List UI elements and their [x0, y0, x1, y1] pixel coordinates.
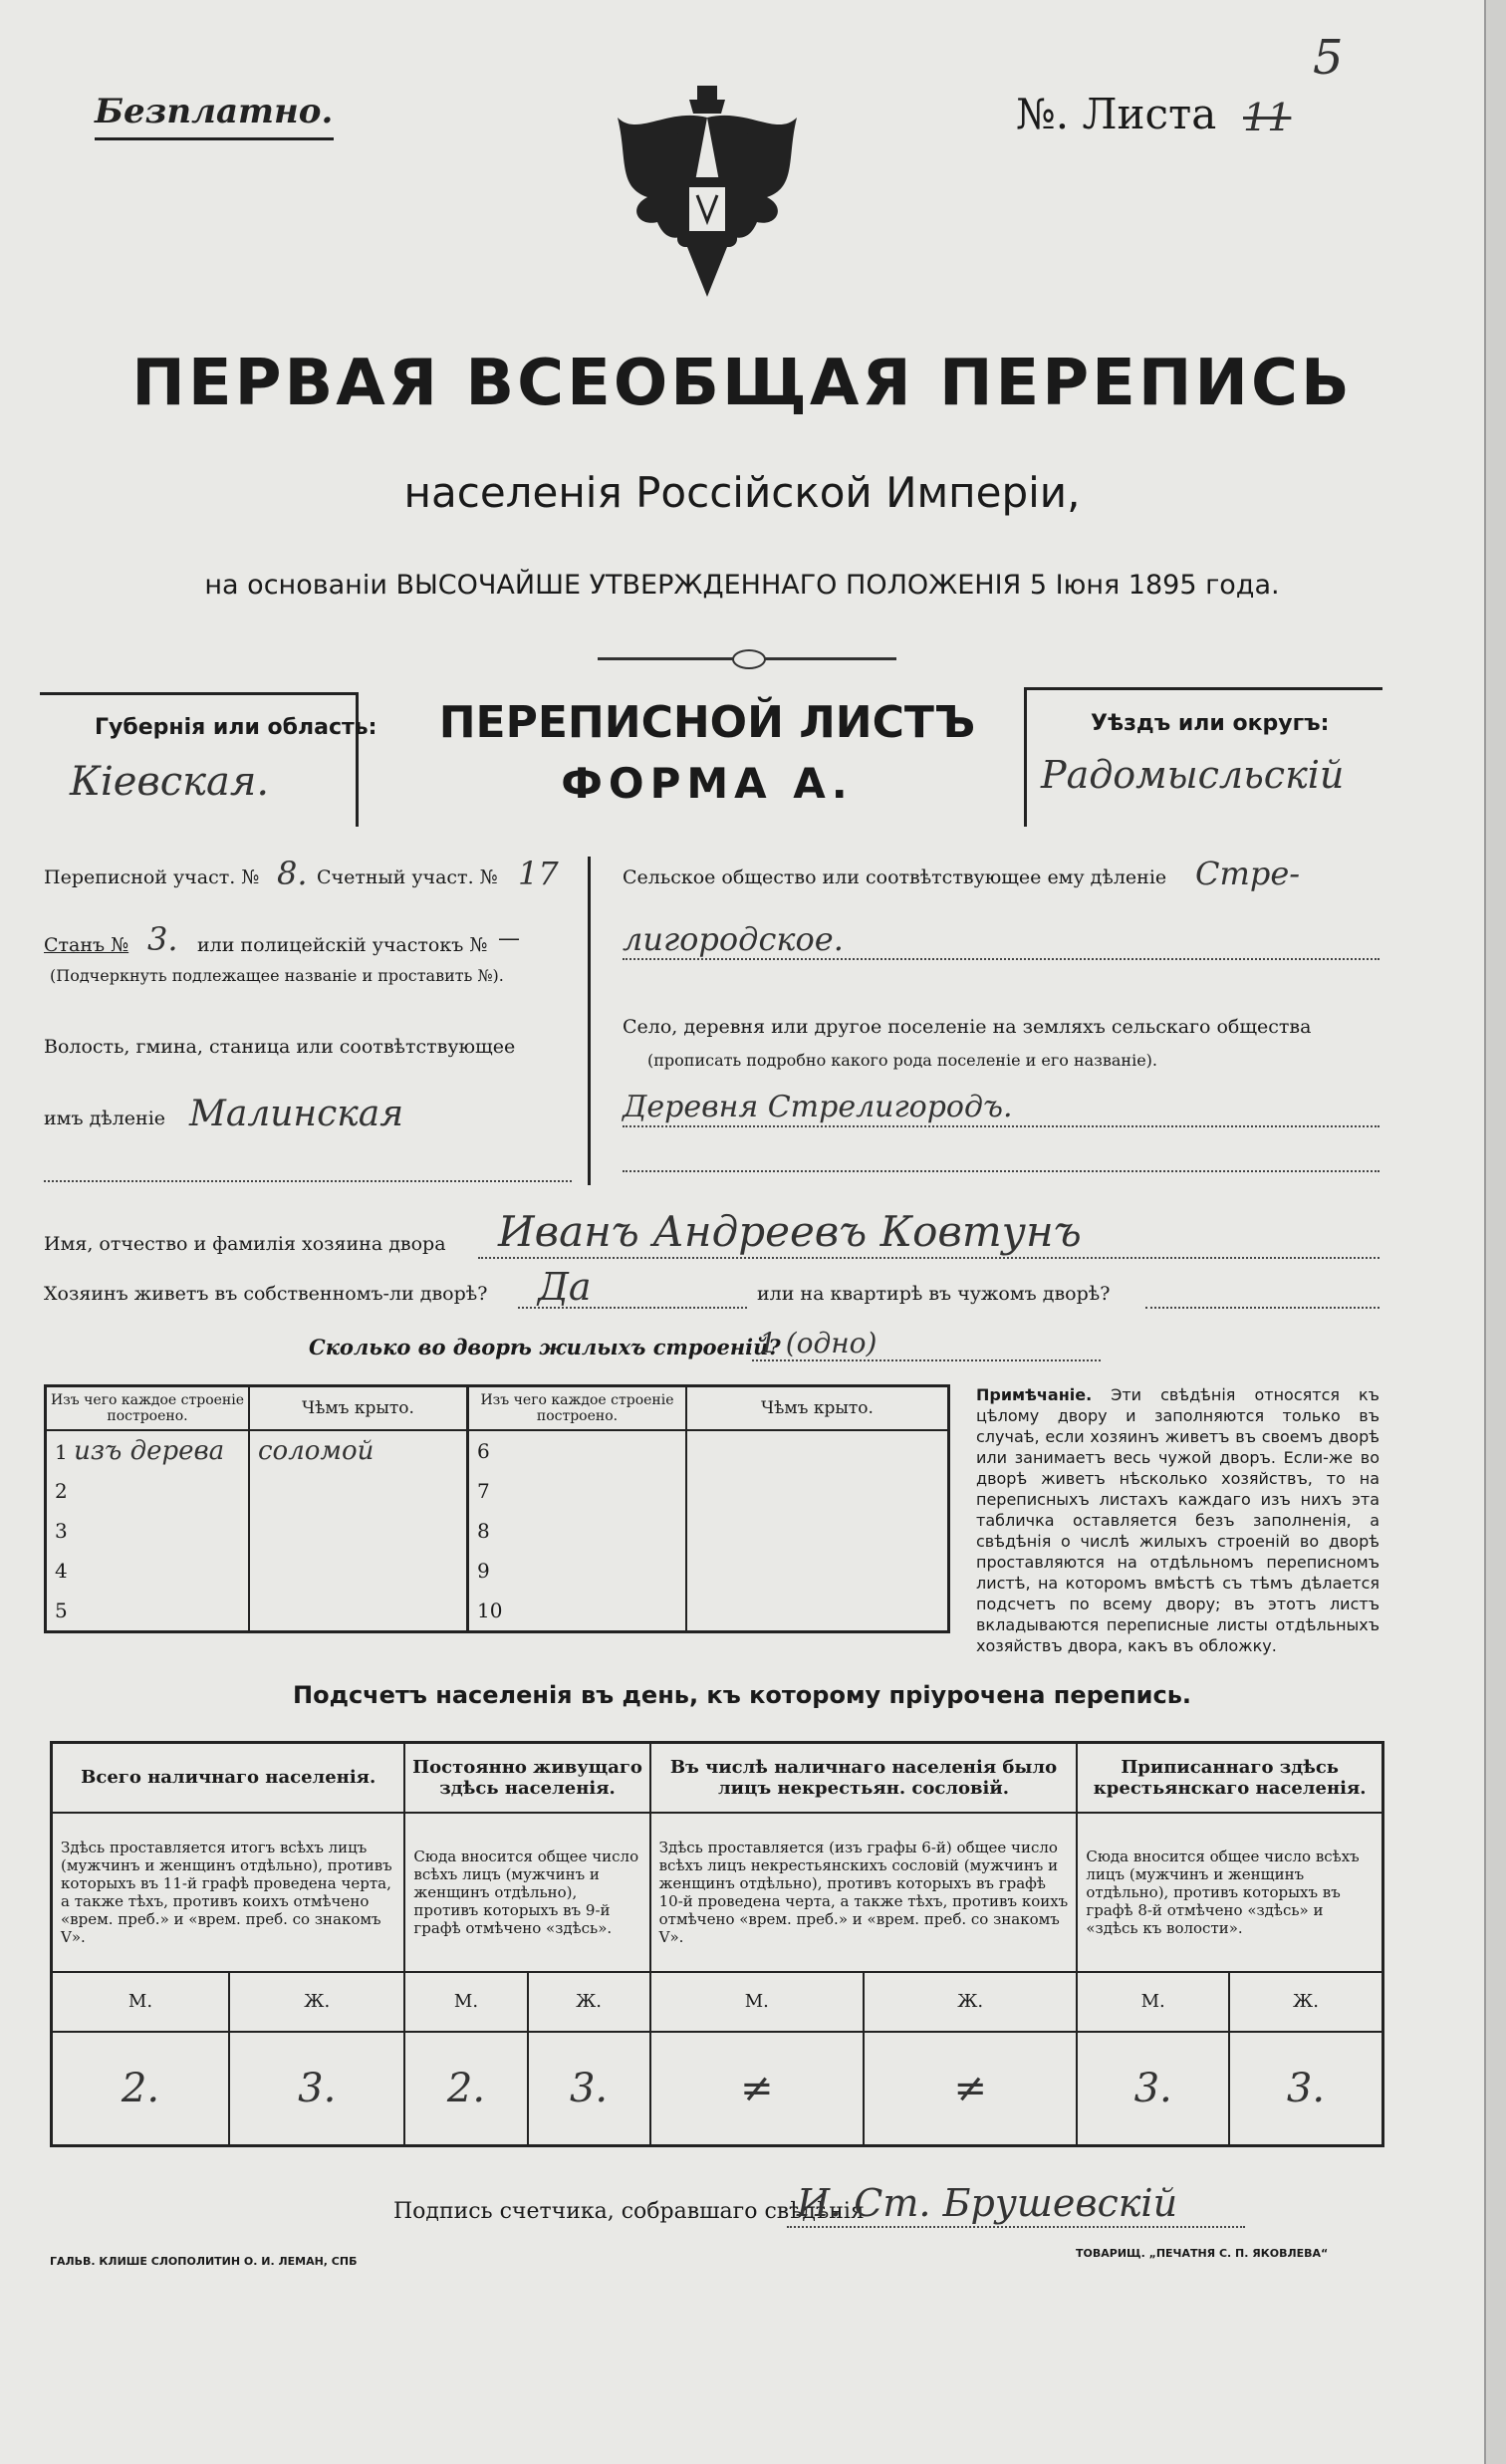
col-material-left: Изъ чего каждое строеніе построено. [46, 1386, 250, 1431]
col-material-right: Изъ чего каждое строеніе построено. [468, 1386, 687, 1431]
f-header: Ж. [1229, 1972, 1383, 2032]
legal-basis: на основаніи ВЫСОЧАЙШЕ УТВЕРЖДЕННАГО ПОЛОЖЕНІЯ 5 Іюня 1895 года. [204, 570, 1280, 601]
material-value: изъ дерева [74, 1436, 225, 1466]
table-row [46, 1551, 949, 1591]
document-title: ПЕРВАЯ ВСЕОБЩАЯ ПЕРЕПИСЬ [131, 347, 1353, 420]
row-number: 2 [46, 1471, 250, 1511]
free-label: Безплатно. [95, 92, 334, 131]
signature-value: И. Ст. Брушевскій [797, 2181, 1178, 2225]
field-divider [588, 857, 591, 1185]
tally-head-nonpeasant: Въ числѣ наличнаго населенія было лицъ некрестьян. сословій. [650, 1743, 1078, 1813]
footer-right: ТОВАРИЩ. „ПЕЧАТНЯ С. П. ЯКОВЛЕВА“ [1076, 2247, 1329, 2260]
tally-desc-total: Здѣсь проставляется итогъ всѣхъ лицъ (мужчинъ и женщинъ отдѣльно), противъ которыхъ въ 11-й графѣ проведена черта, а также тѣхъ, противъ коихъ отмѣчено «врем. преб.» и «врем. преб. со знакомъ V». [52, 1813, 405, 1972]
volost-label-2: имъ дѣленіе [44, 1108, 166, 1129]
note-title: Примѣчаніе. [976, 1385, 1093, 1404]
form-title: ПЕРЕПИСНОЙ ЛИСТЪ [438, 697, 976, 748]
owner-name-line [478, 1257, 1380, 1259]
row-number: 7 [468, 1471, 687, 1511]
owner-name-value: Иванъ Андреевъ Ковтунъ [498, 1207, 1082, 1256]
buildings-table [44, 1384, 950, 1633]
imperial-eagle-icon [598, 78, 817, 317]
row-number: 1 [55, 1440, 68, 1464]
own-yard-value: Да [538, 1265, 592, 1309]
f-header: Ж. [864, 1972, 1077, 2032]
peasant-f: 3. [1229, 2032, 1383, 2146]
signature-label: Подпись счетчика, собравшаго свѣдѣнія [393, 2199, 865, 2224]
uchast-label: Переписной участ. № [44, 866, 260, 888]
volost-extra-line [44, 1180, 572, 1182]
tally-title: Подсчетъ населенія въ день, къ которому пріурочена перепись. [293, 1681, 1191, 1709]
buildings-label: Сколько во дворѣ жилыхъ строеній? [309, 1335, 781, 1359]
f-header: Ж. [229, 1972, 404, 2032]
note-body: Эти свѣдѣнія относятся къ цѣлому двору и заполняются только въ случаѣ, если хозяинъ живетъ въ своемъ дворѣ или занимаетъ весь чужой дворъ. Если-же во дворѣ живетъ нѣсколько хозяйствъ, то на переписныхъ листахъ каждаго изъ нихъ эта табличка оставляется безъ заполненія, а свѣдѣнія о числѣ жилыхъ строеній во дворѣ проставляются на отдѣльномъ переписномъ листѣ, на которомъ вмѣстѣ съ тѣмъ дѣлается подсчетъ по всему двору; въ этотъ листъ вкладываются переписные листы отдѣльныхъ хозяйствъ двора, какъ въ обложку. [976, 1385, 1380, 1655]
village-label: Село, деревня или другое поселеніе на земляхъ сельскаго общества [623, 1016, 1312, 1038]
document-subtitle: населенія Россійской Имперіи, [403, 468, 1081, 517]
row-number: 3 [46, 1511, 250, 1551]
rent-line [1145, 1307, 1380, 1309]
tally-head-total: Всего наличнаго населенія. [52, 1743, 405, 1813]
table-row [46, 1591, 949, 1632]
police-value: — [498, 926, 520, 951]
village-line [623, 1125, 1380, 1127]
form-name: ФОРМА А. [561, 759, 854, 808]
peasant-m: 3. [1077, 2032, 1229, 2146]
nonpeasant-m: ≠ [650, 2032, 864, 2146]
table-row [46, 1511, 949, 1551]
page-edge [1484, 0, 1506, 2464]
roof-value: соломой [249, 1430, 468, 1471]
tally-table [50, 1741, 1384, 2147]
underline-note: (Подчеркнуть подлежащее названіе и проставить №). [50, 966, 504, 985]
stan-label: Станъ № [44, 934, 129, 956]
row-number: 4 [46, 1551, 250, 1591]
gubernia-value: Кіевская. [70, 759, 270, 805]
permanent-m: 2. [404, 2032, 527, 2146]
ornament-center [732, 649, 766, 669]
tally-desc-permanent: Сюда вносится общее число всѣхъ лицъ (мужчинъ и женщинъ отдѣльно), противъ которыхъ въ 9-й графѣ отмѣчено «здѣсь». [404, 1813, 649, 1972]
volost-label: Волость, гмина, станица или соотвѣтствующее [44, 1036, 516, 1058]
col-roof-left: Чѣмъ крыто. [249, 1386, 468, 1431]
gubernia-label: Губернія или область: [95, 715, 377, 740]
f-header: Ж. [528, 1972, 650, 2032]
nonpeasant-f: ≠ [864, 2032, 1077, 2146]
m-header: М. [1077, 1972, 1229, 2032]
society-line [623, 958, 1380, 960]
uchast-value: 8. [277, 855, 308, 892]
police-label: или полицейскій участокъ № [197, 934, 488, 956]
free-underline [95, 137, 334, 140]
m-header: М. [650, 1972, 864, 2032]
row-number: 9 [468, 1551, 687, 1591]
tally-desc-peasant: Сюда вносится общее число всѣхъ лицъ (мужчинъ и женщинъ отдѣльно), противъ которыхъ въ графѣ 8-й отмѣчено «здѣсь» и «здѣсь къ волости». [1077, 1813, 1382, 1972]
sheet-number-old: 11 [1243, 96, 1292, 139]
uezd-label: Уѣздъ или округъ: [1091, 711, 1330, 736]
village-note: (прописать подробно какого рода поселеніе и его названіе). [647, 1051, 1157, 1070]
signature-line [787, 2226, 1245, 2228]
row-number: 5 [46, 1591, 250, 1632]
tally-head-permanent: Постоянно живущаго здѣсь населенія. [404, 1743, 649, 1813]
m-header: М. [404, 1972, 527, 2032]
sheet-number-label: №. Листа [1016, 90, 1217, 138]
society-value-2: лигородское. [623, 920, 844, 958]
uezd-value: Радомысльскій [1041, 753, 1345, 797]
footer-left: ГАЛЬВ. КЛИШЕ СЛОПОЛИТИН О. И. ЛЕМАН, СПБ [50, 2255, 358, 2268]
buildings-value: 1 (одно) [759, 1327, 878, 1359]
volost-value: Малинская [189, 1094, 404, 1134]
table-row [46, 1471, 949, 1511]
own-yard-label: Хозяинъ живетъ въ собственномъ-ли дворѣ? [44, 1283, 488, 1305]
schet-value: 17 [518, 855, 559, 892]
village-value: Деревня Стрелигородъ. [623, 1090, 1013, 1124]
society-label: Сельское общество или соотвѣтствующее ему дѣленіе [623, 866, 1167, 888]
permanent-f: 3. [528, 2032, 650, 2146]
col-roof-right: Чѣмъ крыто. [686, 1386, 949, 1431]
row-number: 6 [468, 1430, 687, 1471]
total-m: 2. [52, 2032, 230, 2146]
tally-desc-nonpeasant: Здѣсь проставляется (изъ графы 6-й) общее число всѣхъ лицъ некрестьянскихъ сословій (мужчинъ и женщинъ отдѣльно), противъ которыхъ въ графѣ 10-й проведена черта, а также тѣхъ, противъ коихъ отмѣчено «врем. преб.» и «врем. преб. со знакомъ V». [650, 1813, 1078, 1972]
table-row [46, 1430, 949, 1471]
total-f: 3. [229, 2032, 404, 2146]
sheet-number-new: 5 [1313, 30, 1344, 86]
own-yard-line [518, 1307, 747, 1309]
note-block [976, 1384, 1380, 1656]
society-value-1: Стре- [1195, 855, 1301, 892]
village-line-2 [623, 1170, 1380, 1172]
row-number: 8 [468, 1511, 687, 1551]
buildings-line [752, 1359, 1101, 1361]
row-number: 10 [468, 1591, 687, 1632]
stan-value: 3. [147, 920, 178, 958]
owner-name-label: Имя, отчество и фамилія хозяина двора [44, 1233, 446, 1255]
schet-label: Счетный участ. № [317, 866, 498, 888]
m-header: М. [52, 1972, 230, 2032]
rent-label: или на квартирѣ въ чужомъ дворѣ? [757, 1283, 1111, 1305]
tally-head-peasant: Приписаннаго здѣсь крестьянскаго населенія. [1077, 1743, 1382, 1813]
